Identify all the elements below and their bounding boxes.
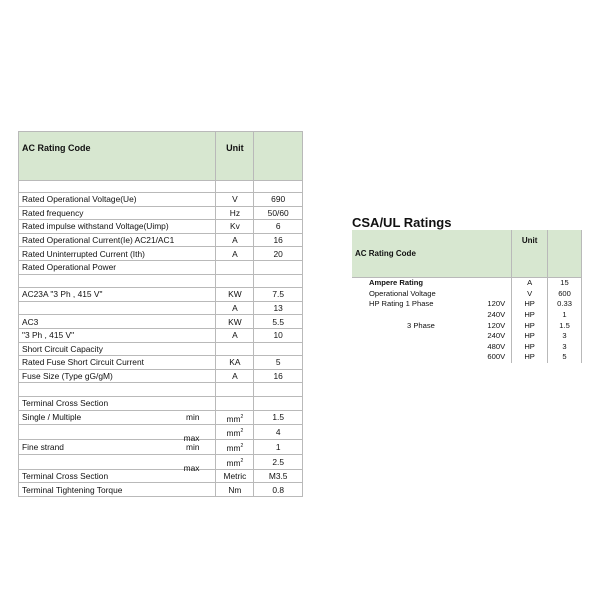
row-value: 5.5	[254, 315, 303, 329]
row-unit-text: mm	[226, 457, 241, 468]
squared-superscript: 2	[240, 457, 244, 464]
table-row	[19, 274, 303, 288]
csa-row-unit: HP	[512, 342, 548, 353]
table-row	[19, 206, 303, 220]
row-label	[19, 274, 216, 288]
csa-row-voltage: 240V	[487, 331, 506, 341]
row-unit-text: A	[232, 248, 238, 259]
table-row	[19, 454, 303, 469]
row-qualifier: min	[185, 441, 200, 452]
csa-row-unit: HP	[512, 310, 548, 321]
table-row	[19, 469, 303, 483]
csa-row-unit: HP	[512, 331, 548, 342]
csa-row-value: 5	[548, 352, 582, 363]
csa-table-row	[352, 310, 582, 321]
csa-table-header-row	[352, 230, 582, 278]
row-unit-text: V	[232, 194, 238, 205]
row-unit-text: KW	[228, 289, 242, 300]
row-value	[254, 274, 303, 288]
row-label: Rated Operational Power	[19, 260, 216, 274]
row-unit-text: KW	[228, 316, 242, 327]
table-row	[19, 369, 303, 383]
row-label: Terminal Tightening Torque	[19, 483, 216, 497]
row-unit	[216, 274, 254, 288]
row-label: AC23A "3 Ph , 415 V"	[19, 288, 216, 302]
row-value: 7.5	[254, 288, 303, 302]
csa-table-row	[352, 320, 582, 331]
csa-row-unit: HP	[512, 320, 548, 331]
csa-row-value: 0.33	[548, 299, 582, 310]
row-label: AC3	[19, 315, 216, 329]
row-unit-text: A	[232, 235, 238, 246]
csa-row-value: 1.5	[548, 320, 582, 331]
csa-row-label	[352, 310, 512, 321]
row-label	[19, 301, 216, 315]
csa-row-voltage: 120V	[487, 299, 506, 309]
row-unit	[216, 193, 254, 207]
table-row	[19, 356, 303, 370]
csa-row-label	[352, 289, 512, 300]
row-value: 2.5	[254, 454, 303, 469]
csa-row-label-text: HP Rating 1 Phase	[369, 299, 434, 309]
row-unit	[216, 356, 254, 370]
table-row	[19, 328, 303, 342]
row-label	[19, 383, 216, 397]
csa-ul-title: CSA/UL Ratings	[352, 215, 452, 230]
table-row	[19, 193, 303, 207]
row-value: M3.5	[254, 469, 303, 483]
csa-row-voltage: 480V	[487, 341, 506, 351]
ac-rating-table	[18, 131, 303, 497]
csa-row-label	[352, 278, 512, 289]
row-unit	[216, 247, 254, 261]
squared-superscript: 2	[240, 413, 244, 420]
row-unit	[216, 220, 254, 234]
unit-header: Unit	[216, 132, 254, 181]
row-label: Rated Operational Voltage(Ue)	[19, 193, 216, 207]
row-unit	[216, 260, 254, 274]
csa-row-unit: A	[512, 278, 548, 289]
row-unit-text: Kv	[230, 221, 240, 232]
row-label	[19, 440, 216, 455]
csa-row-label	[352, 331, 512, 342]
csa-value-header	[548, 230, 582, 278]
row-label	[19, 425, 216, 444]
row-label: Fuse Size (Type gG/gM)	[19, 369, 216, 383]
row-unit	[216, 483, 254, 497]
csa-row-label	[352, 352, 512, 363]
csa-row-unit: V	[512, 289, 548, 300]
row-value: 50/60	[254, 206, 303, 220]
csa-unit-header: Unit	[512, 230, 548, 278]
row-unit	[216, 315, 254, 329]
row-label: "3 Ph , 415 V"	[19, 328, 216, 342]
csa-table-row	[352, 289, 582, 300]
row-unit	[216, 301, 254, 315]
table-row	[19, 288, 303, 302]
row-unit	[216, 233, 254, 247]
row-label: Rated Operational Current(Ie) AC21/AC1	[19, 233, 216, 247]
table-row	[19, 301, 303, 315]
row-unit	[216, 383, 254, 397]
row-label: Rated Fuse Short Circuit Current	[19, 356, 216, 370]
row-unit	[216, 440, 254, 455]
csa-row-label	[352, 320, 512, 331]
row-unit	[216, 342, 254, 356]
table-row	[19, 315, 303, 329]
row-label	[19, 454, 216, 473]
row-value: 16	[254, 369, 303, 383]
row-value: 5	[254, 356, 303, 370]
row-unit-text: mm	[226, 442, 241, 453]
row-label-text: Fine strand	[22, 441, 64, 452]
row-value: 4	[254, 425, 303, 440]
csa-table-row	[352, 352, 582, 363]
row-unit	[216, 396, 254, 410]
row-unit	[216, 469, 254, 483]
csa-rating-code-header: AC Rating Code	[352, 230, 512, 278]
csa-row-unit: HP	[512, 299, 548, 310]
table-row	[19, 342, 303, 356]
row-value	[254, 396, 303, 410]
row-qualifier: min	[185, 412, 200, 423]
row-qualifier: max	[183, 462, 200, 473]
row-unit-text: mm	[226, 413, 241, 424]
value-header	[254, 132, 303, 181]
squared-superscript: 2	[240, 443, 244, 450]
row-value	[254, 260, 303, 274]
row-label: Terminal Cross Section	[19, 396, 216, 410]
csa-row-unit: HP	[512, 352, 548, 363]
csa-table-row	[352, 342, 582, 353]
table-row	[19, 483, 303, 497]
table-row	[19, 260, 303, 274]
spacer-row	[19, 181, 303, 193]
csa-row-voltage: 240V	[487, 310, 506, 320]
row-label: Rated frequency	[19, 206, 216, 220]
csa-table-row	[352, 299, 582, 310]
row-unit-text: mm	[226, 428, 241, 439]
row-value: 10	[254, 328, 303, 342]
squared-superscript: 2	[240, 428, 244, 435]
csa-row-value: 3	[548, 331, 582, 342]
row-label: Short Circuit Capacity	[19, 342, 216, 356]
row-unit-text: Hz	[229, 207, 241, 218]
table-row	[19, 440, 303, 455]
row-unit-text: A	[232, 330, 238, 341]
csa-row-value: 3	[548, 342, 582, 353]
row-value: 1.5	[254, 410, 303, 425]
row-unit	[216, 454, 254, 469]
csa-table-row	[352, 331, 582, 342]
table-row	[19, 233, 303, 247]
row-unit-text: A	[232, 371, 238, 382]
csa-row-voltage: 600V	[487, 352, 506, 362]
csa-ul-ratings-table	[352, 230, 582, 363]
row-unit-text: Nm	[228, 484, 242, 495]
row-unit	[216, 206, 254, 220]
table-row	[19, 410, 303, 425]
ac-table-header-row	[19, 132, 303, 181]
row-label: Rated impulse withstand Voltage(Uimp)	[19, 220, 216, 234]
row-label: Terminal Cross Section	[19, 469, 216, 483]
row-unit-text: A	[232, 303, 238, 314]
row-value: 1	[254, 440, 303, 455]
csa-row-value: 600	[548, 289, 582, 300]
row-value: 690	[254, 193, 303, 207]
csa-row-label	[352, 299, 512, 310]
row-unit	[216, 288, 254, 302]
ac-rating-code-header: AC Rating Code	[19, 132, 216, 181]
row-value: 16	[254, 233, 303, 247]
row-value: 13	[254, 301, 303, 315]
row-label: Rated Uninterrupted Current (Ith)	[19, 247, 216, 261]
table-row	[19, 396, 303, 410]
row-qualifier: max	[183, 433, 200, 444]
table-row	[19, 220, 303, 234]
row-value	[254, 383, 303, 397]
csa-row-value: 15	[548, 278, 582, 289]
row-unit	[216, 410, 254, 425]
row-label	[19, 410, 216, 425]
row-value: 6	[254, 220, 303, 234]
csa-row-label-text: Ampere Rating	[369, 278, 424, 288]
csa-row-label-text: Operational Voltage	[369, 288, 436, 298]
table-row	[19, 247, 303, 261]
row-unit-text: Metric	[223, 470, 247, 481]
table-row	[19, 383, 303, 397]
csa-row-voltage: 120V	[487, 320, 506, 330]
row-unit	[216, 369, 254, 383]
csa-row-label-text: 3 Phase	[407, 320, 435, 330]
row-value: 20	[254, 247, 303, 261]
row-value	[254, 342, 303, 356]
row-unit	[216, 425, 254, 440]
csa-row-label	[352, 342, 512, 353]
row-value: 0.8	[254, 483, 303, 497]
row-unit	[216, 328, 254, 342]
row-label-text: Single / Multiple	[22, 412, 82, 423]
csa-table-row	[352, 278, 582, 289]
row-unit-text: KA	[229, 357, 241, 368]
table-row	[19, 425, 303, 440]
csa-row-value: 1	[548, 310, 582, 321]
